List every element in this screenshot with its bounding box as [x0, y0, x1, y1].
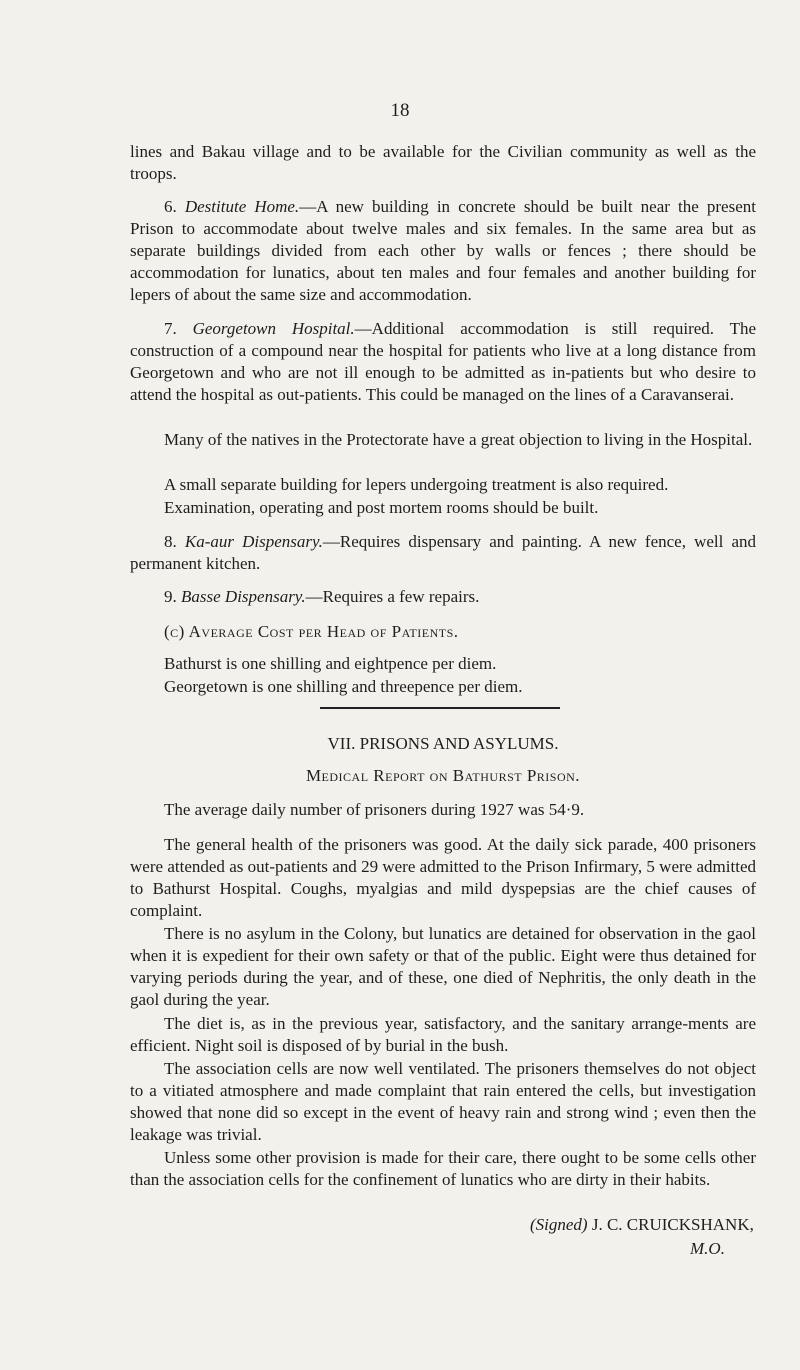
cost-georgetown: Georgetown is one shilling and threepence per diem.: [164, 677, 523, 696]
signature-line: [530, 1215, 754, 1235]
signature-title: M.O.: [690, 1239, 725, 1258]
intro-paragraph: lines and Bakau village and to be available for the Civilian community as well as the troops.: [130, 142, 756, 183]
signed-label: (Signed): [530, 1215, 588, 1234]
paragraph-general-health: The general health of the prisoners was good. At the daily sick parade, 400 prisoners were attended as out-patients and 29 were admitted to the Prison Infirmary, 5 were admitted to Bathurst Hospital. Coughs, myalgias and mild dyspepsias are the chief causes of complaint.: [130, 835, 756, 920]
item-kaur-dispensary: 8. Ka-aur Dispensary.—Requires dispensary and painting. A new fence, well and permanent kitchen.: [130, 532, 757, 573]
item-lepers-building: A small separate building for lepers undergoing treatment is also required.: [164, 475, 669, 494]
cost-bathurst: Bathurst is one shilling and eightpence per diem.: [164, 654, 497, 673]
item-basse-dispensary: 9. Basse Dispensary.—Requires a few repairs.: [164, 587, 480, 606]
item-georgetown-hospital: 7. Georgetown Hospital.—Additional accommodation is still required. The construction of a compound near the hospital for patients who live at a long distance from Georgetown and who are not ill enough to be admitted as in-patients but who desire to attend the hospital as out-patients. This could be managed on the lines of a Caravanserai.: [130, 319, 757, 404]
paragraph-diet: The diet is, as in the previous year, satisfactory, and the sanitary arrange-ments are efficient. Night soil is disposed of by burial in the bush.: [130, 1014, 756, 1055]
paragraph-average-prisoners: The average daily number of prisoners during 1927 was 54·9.: [164, 800, 585, 819]
report-title: Medical Report on Bathurst Prison.: [305, 766, 581, 785]
item-destitute-home: 6. Destitute Home.—A new building in concrete should be built near the present Prison to accommodate about twelve males and six females. In the same area but as separate buildings divided from each other by walls or fences ; there should be accommodation for lunatics, about ten males and four females and another building for lepers of about the same size and accommodation.: [130, 197, 756, 304]
item-examination-rooms: Examination, operating and post mortem rooms should be built.: [164, 498, 599, 517]
paragraph-asylum: There is no asylum in the Colony, but lunatics are detained for observation in the gaol when it is expedient for their own safety or that of the public. Eight were thus detained for varying periods during the year, and of these, one died of Nephritis, the only death in the gaol during the year.: [130, 924, 756, 1009]
section-title: VII. PRISONS AND ASYLUMS.: [327, 734, 559, 753]
signature-name: J. C. CRUICKSHANK,: [591, 1215, 754, 1234]
subheading-average-cost: (c) Average Cost per Head of Patients.: [164, 622, 459, 641]
section-divider: [320, 707, 560, 709]
item-natives-objection: Many of the natives in the Protectorate have a great objection to living in the Hospital.: [164, 430, 753, 449]
paragraph-association-cells: The association cells are now well ventilated. The prisoners themselves do not object to a vitiated atmosphere and made complaint that rain entered the cells, but investigation showed that none did so except in the event of heavy rain and strong wind ; even then the leakage was trivial.: [130, 1059, 756, 1144]
paragraph-lunatic-cells: Unless some other provision is made for their care, there ought to be some cells other than the association cells for the confinement of lunatics who are dirty in their habits.: [130, 1148, 756, 1189]
page-number: 18: [390, 100, 410, 121]
